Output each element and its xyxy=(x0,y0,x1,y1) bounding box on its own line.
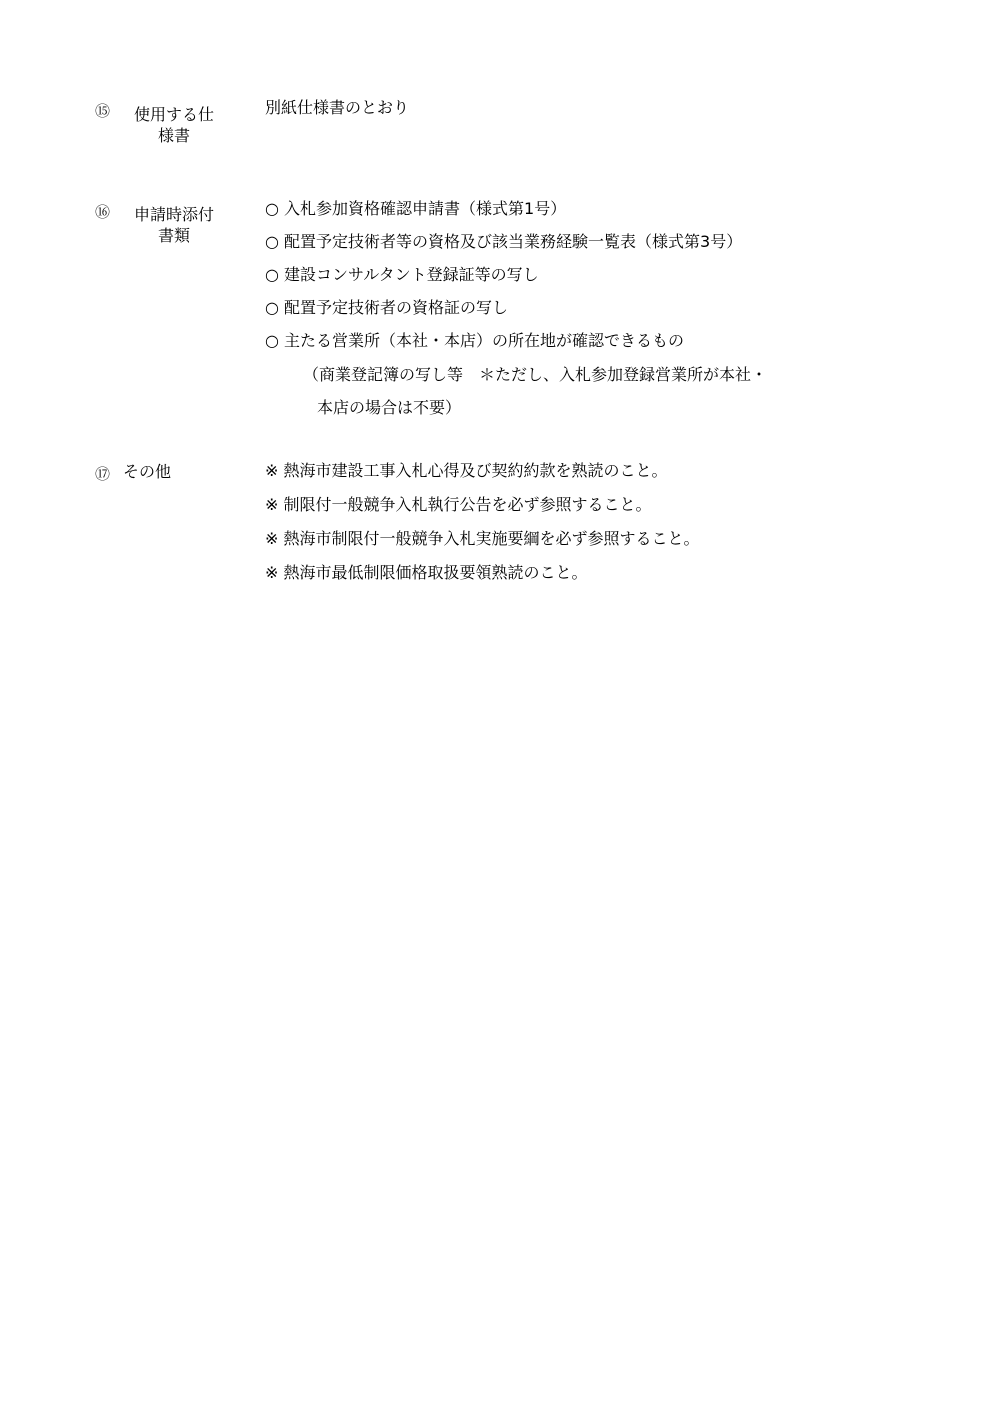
section-number-15: ⑮ xyxy=(95,102,111,120)
attachment-item-5-note-line1: （商業登記簿の写し等 ＊ただし、入札参加登録営業所が本社・ xyxy=(303,365,768,384)
notice-item-3: ※ 熱海市制限付一般競争入札実施要綱を必ず参照すること。 xyxy=(265,529,700,548)
notice-item-4: ※ 熱海市最低制限価格取扱要領熟読のこと。 xyxy=(265,563,588,582)
section-label-16-line1: 申請時添付 xyxy=(133,205,214,224)
section-label-15-line2: 様書 xyxy=(157,126,190,145)
section-label-16-line2: 書類 xyxy=(157,226,190,245)
attachment-item-3: ○ 建設コンサルタント登録証等の写し xyxy=(265,265,539,284)
section-label-16 xyxy=(124,204,224,246)
attachment-item-1: ○ 入札参加資格確認申請書（様式第1号） xyxy=(265,199,567,218)
attachment-item-5: ○ 主たる営業所（本社・本店）の所在地が確認できるもの xyxy=(265,331,685,350)
section-content-15-line1: 別紙仕様書のとおり xyxy=(265,98,410,117)
notice-item-1: ※ 熱海市建設工事入札心得及び契約約款を熟読のこと。 xyxy=(265,461,668,480)
section-label-17: その他 xyxy=(123,462,172,481)
attachment-item-5-note-line2: 本店の場合は不要） xyxy=(317,398,462,417)
attachment-item-4: ○ 配置予定技術者の資格証の写し xyxy=(265,298,509,317)
section-label-15 xyxy=(124,104,224,146)
section-number-16: ⑯ xyxy=(95,203,111,221)
notice-item-2: ※ 制限付一般競争入札執行公告を必ず参照すること。 xyxy=(265,495,652,514)
section-label-15-line1: 使用する仕 xyxy=(133,105,214,124)
section-number-17: ⑰ xyxy=(95,465,111,483)
attachment-item-2: ○ 配置予定技術者等の資格及び該当業務経験一覧表（様式第3号） xyxy=(265,232,743,251)
